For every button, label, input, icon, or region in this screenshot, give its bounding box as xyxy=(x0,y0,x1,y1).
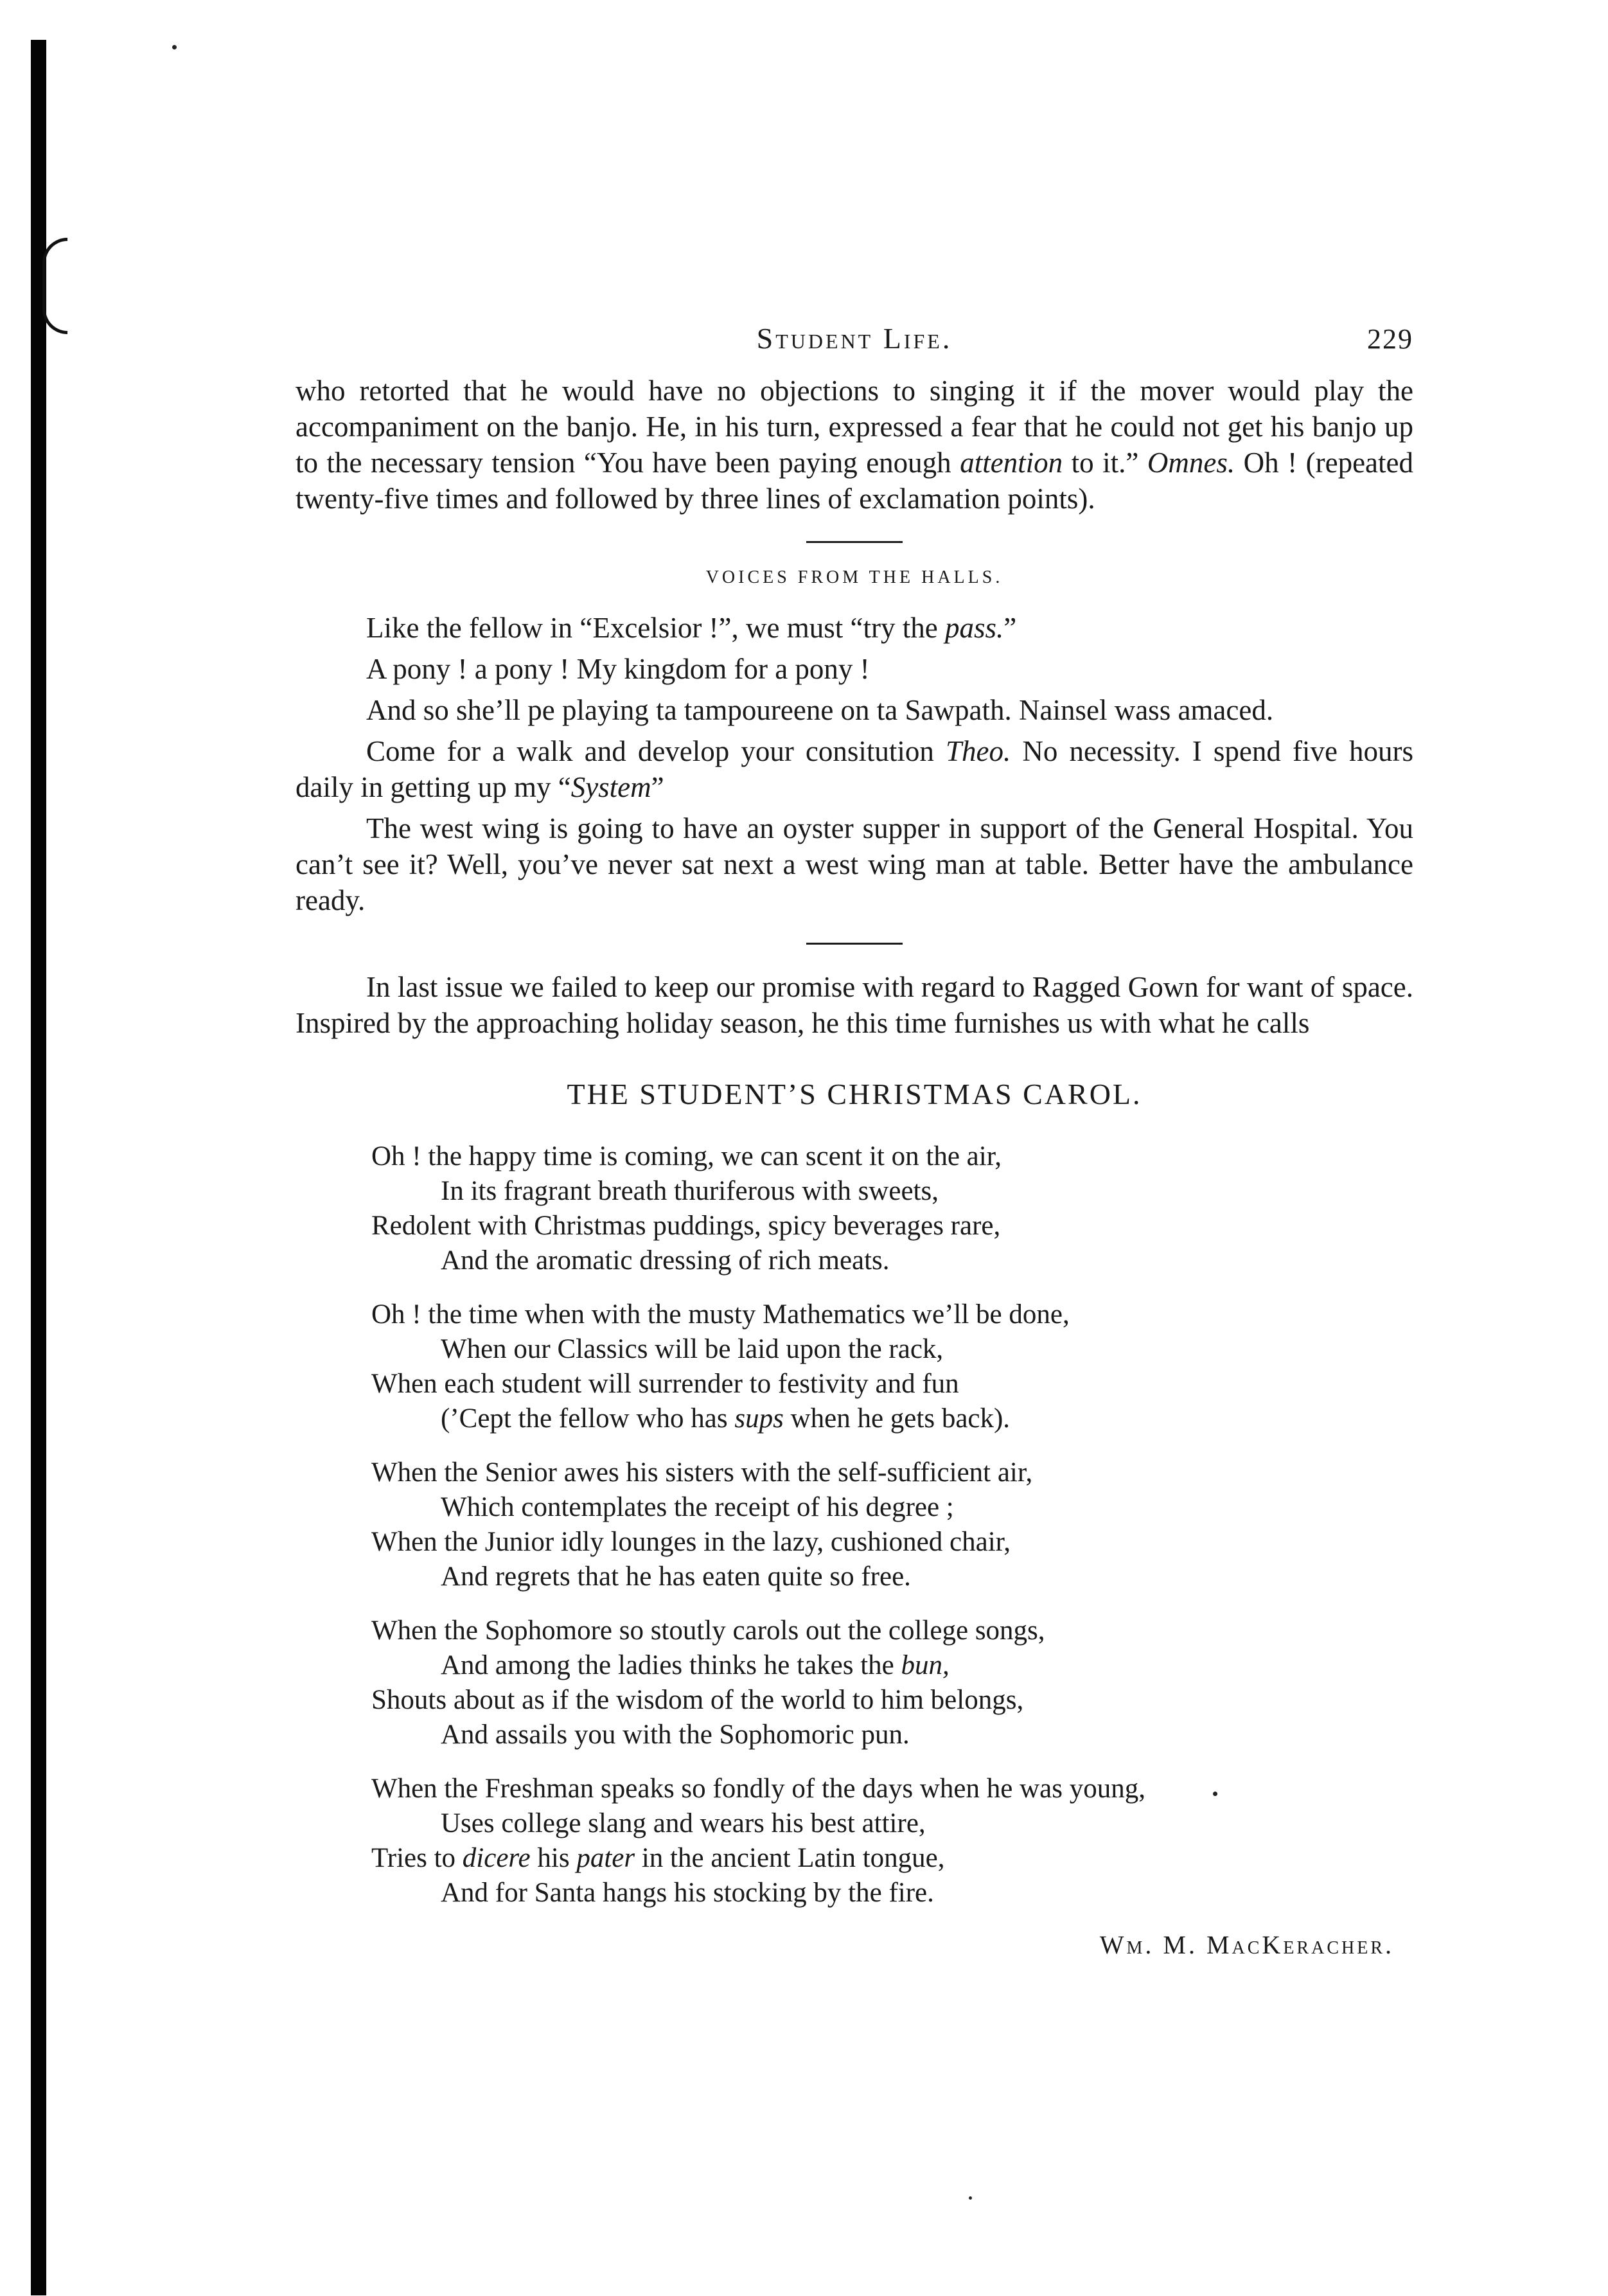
italic-segment: bun, xyxy=(901,1650,950,1680)
author-signature: Wm. M. MacKeracher. xyxy=(1099,1930,1394,1959)
text-segment: his xyxy=(530,1843,577,1873)
verse-line: When the Sophomore so stoutly carols out the college songs, xyxy=(371,1615,1045,1646)
section-heading: VOICES FROM THE HALLS. xyxy=(705,567,1003,587)
page-number: 229 xyxy=(1367,323,1413,355)
italic-segment: System xyxy=(570,771,651,803)
carol-stanza xyxy=(371,1614,1413,1752)
text-segment: (’Cept the fellow who has xyxy=(441,1403,735,1434)
italic-segment: Theo. xyxy=(946,735,1011,767)
carol-title: THE STUDENT’S CHRISTMAS CAROL. xyxy=(567,1078,1142,1110)
running-title: Student Life. xyxy=(756,322,953,355)
verse-line: Which contemplates the receipt of his degree ; xyxy=(441,1492,954,1522)
verse-line xyxy=(371,1841,1413,1876)
text-segment: A pony ! a pony ! My kingdom for a pony ! xyxy=(366,653,870,685)
voice-item xyxy=(296,692,1413,728)
voice-item xyxy=(296,733,1413,805)
verse-line: When the Junior idly lounges in the lazy, cushioned chair, xyxy=(371,1527,1011,1557)
verse-line xyxy=(371,1648,1413,1683)
italic-segment: sups xyxy=(734,1403,784,1434)
text-segment: ” xyxy=(651,771,664,803)
text-segment: in the ancient Latin tongue, xyxy=(635,1843,945,1873)
voice-item xyxy=(296,610,1413,646)
print-speck xyxy=(969,2196,972,2200)
voice-item xyxy=(296,651,1413,687)
text-segment: And among the ladies thinks he takes the xyxy=(441,1650,901,1680)
verse-line: When each student will surrender to festivity and fun xyxy=(371,1369,959,1399)
verse-line: Oh ! the time when with the musty Mathematics we’ll be done, xyxy=(371,1299,1070,1330)
section-divider xyxy=(806,943,903,945)
text-segment: when he gets back). xyxy=(783,1403,1011,1434)
intro-paragraph xyxy=(296,373,1413,517)
verse-line: And for Santa hangs his stocking by the fire. xyxy=(441,1878,934,1908)
italic-segment: pater xyxy=(576,1843,635,1873)
verse-line: And regrets that he has eaten quite so free. xyxy=(441,1562,911,1592)
carol-stanza xyxy=(371,1139,1413,1278)
text-segment: No necessity. I spend five hours daily in getting up my “ xyxy=(296,735,1413,803)
text-segment: And so she’ll pe playing ta tampoureene on ta Sawpath. Nainsel wass amaced. xyxy=(366,694,1274,726)
verse-line: When the Senior awes his sisters with the self-sufficient air, xyxy=(371,1457,1033,1488)
notice-paragraph: In last issue we failed to keep our promise with regard to Ragged Gown for want of space. Inspired by the approaching holiday season, he this time furnishes us with what he calls xyxy=(296,971,1413,1039)
text-segment: Oh ! (repeated twenty-five times and followed by three lines of exclamation points). xyxy=(296,447,1413,515)
print-speck xyxy=(172,45,177,49)
text-segment: who retorted that he would have no objections to singing it if the mover would play the accompaniment on the banjo. He, in his turn, expressed a fear that he could not get his banjo up to the necessary tension “You have been paying enough xyxy=(296,375,1413,479)
text-segment: to it.” xyxy=(1063,447,1147,479)
text-segment: The west wing is going to have an oyster supper in support of the General Hospital. You can’t see it? Well, you’ve never sat next a west wing man at table. Better have the ambulance ready. xyxy=(296,812,1413,916)
page-binding-edge xyxy=(31,40,46,2295)
italic-segment: dicere xyxy=(462,1843,531,1873)
verse-line: When our Classics will be laid upon the rack, xyxy=(441,1334,944,1364)
text-segment: Come for a walk and develop your consitution xyxy=(366,735,946,767)
italic-segment: pass. xyxy=(944,612,1004,644)
carol-stanza xyxy=(371,1297,1413,1436)
page-content xyxy=(296,321,1413,1960)
carol-stanza xyxy=(371,1455,1413,1594)
text-segment: Tries to xyxy=(371,1843,463,1873)
verse-line: In its fragrant breath thuriferous with sweets, xyxy=(441,1176,939,1206)
verse-line: And the aromatic dressing of rich meats. xyxy=(441,1245,890,1276)
verse-line: Shouts about as if the wisdom of the world to him belongs, xyxy=(371,1685,1024,1715)
italic-segment: Omnes. xyxy=(1147,447,1235,479)
section-divider xyxy=(806,541,903,543)
verse-line: Uses college slang and wears his best attire, xyxy=(441,1808,926,1838)
running-head xyxy=(296,321,1413,373)
verse-line: And assails you with the Sophomoric pun. xyxy=(441,1720,910,1750)
verse-line: Redolent with Christmas puddings, spicy beverages rare, xyxy=(371,1211,1001,1241)
italic-segment: attention xyxy=(960,447,1063,479)
binding-notch xyxy=(42,238,67,334)
verse-line xyxy=(371,1402,1413,1436)
verse-line: When the Freshman speaks so fondly of the days when he was young, xyxy=(371,1774,1145,1804)
carol-stanza xyxy=(371,1772,1413,1910)
text-segment: Like the fellow in “Excelsior !”, we must “try the xyxy=(366,612,945,644)
verse-line: Oh ! the happy time is coming, we can scent it on the air, xyxy=(371,1141,1002,1171)
text-segment: ” xyxy=(1003,612,1017,644)
voice-item xyxy=(296,810,1413,918)
